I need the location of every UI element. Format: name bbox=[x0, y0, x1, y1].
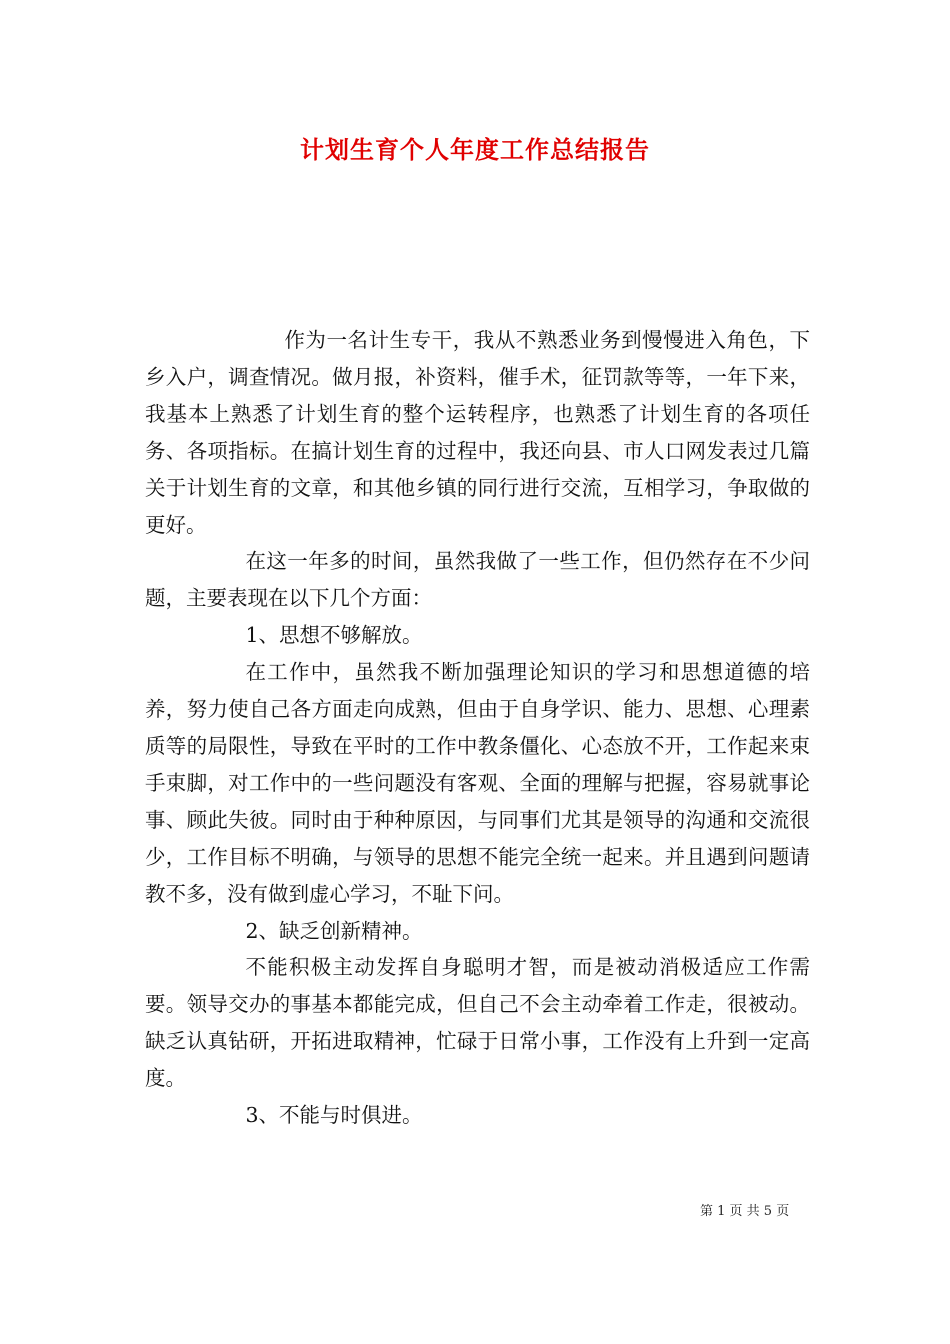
section-heading-1: 1、思想不够解放。 bbox=[245, 623, 423, 648]
document-body bbox=[145, 322, 810, 1134]
paragraph-section-1: 在工作中，虽然我不断加强理论知识的学习和思想道德的培养，努力使自己各方面走向成熟，但由于自身学识、能力、思想、心理素质等的局限性，导致在平时的工作中教条僵化、心态放不开，工作起来束手束脚，对工作中的一些问题没有客观、全面的理解与把握，容易就事论事、顾此失彼。同时由于种种原因，与同事们尤其是领导的沟通和交流很少，工作目标不明确，与领导的思想不能完全统一起来。并且遇到问题请教不多，没有做到虚心学习，不耻下问。 bbox=[145, 660, 810, 906]
document-title: 计划生育个人年度工作总结报告 bbox=[300, 135, 650, 164]
paragraph-intro: 作为一名计生专干，我从不熟悉业务到慢慢进入角色，下乡入户，调查情况。做月报，补资料，催手术，征罚款等等，一年下来，我基本上熟悉了计划生育的整个运转程序，也熟悉了计划生育的各项任务、各项指标。在搞计划生育的过程中，我还向县、市人口网发表过几篇关于计划生育的文章，和其他乡镇的同行进行交流，互相学习，争取做的更好。 bbox=[145, 328, 810, 537]
section-heading-2: 2、缺乏创新精神。 bbox=[245, 918, 423, 943]
paragraph-problems-intro: 在这一年多的时间，虽然我做了一些工作，但仍然存在不少问题，主要表现在以下几个方面： bbox=[145, 549, 810, 611]
paragraph-section-2: 不能积极主动发挥自身聪明才智，而是被动消极适应工作需要。领导交办的事基本都能完成，但自己不会主动牵着工作走，很被动。缺乏认真钻研，开拓进取精神，忙碌于日常小事，工作没有上升到一定高度。 bbox=[145, 955, 810, 1091]
page-number: 第 1 页 共 5 页 bbox=[700, 1204, 790, 1219]
section-heading-3: 3、不能与时俱进。 bbox=[245, 1103, 423, 1128]
